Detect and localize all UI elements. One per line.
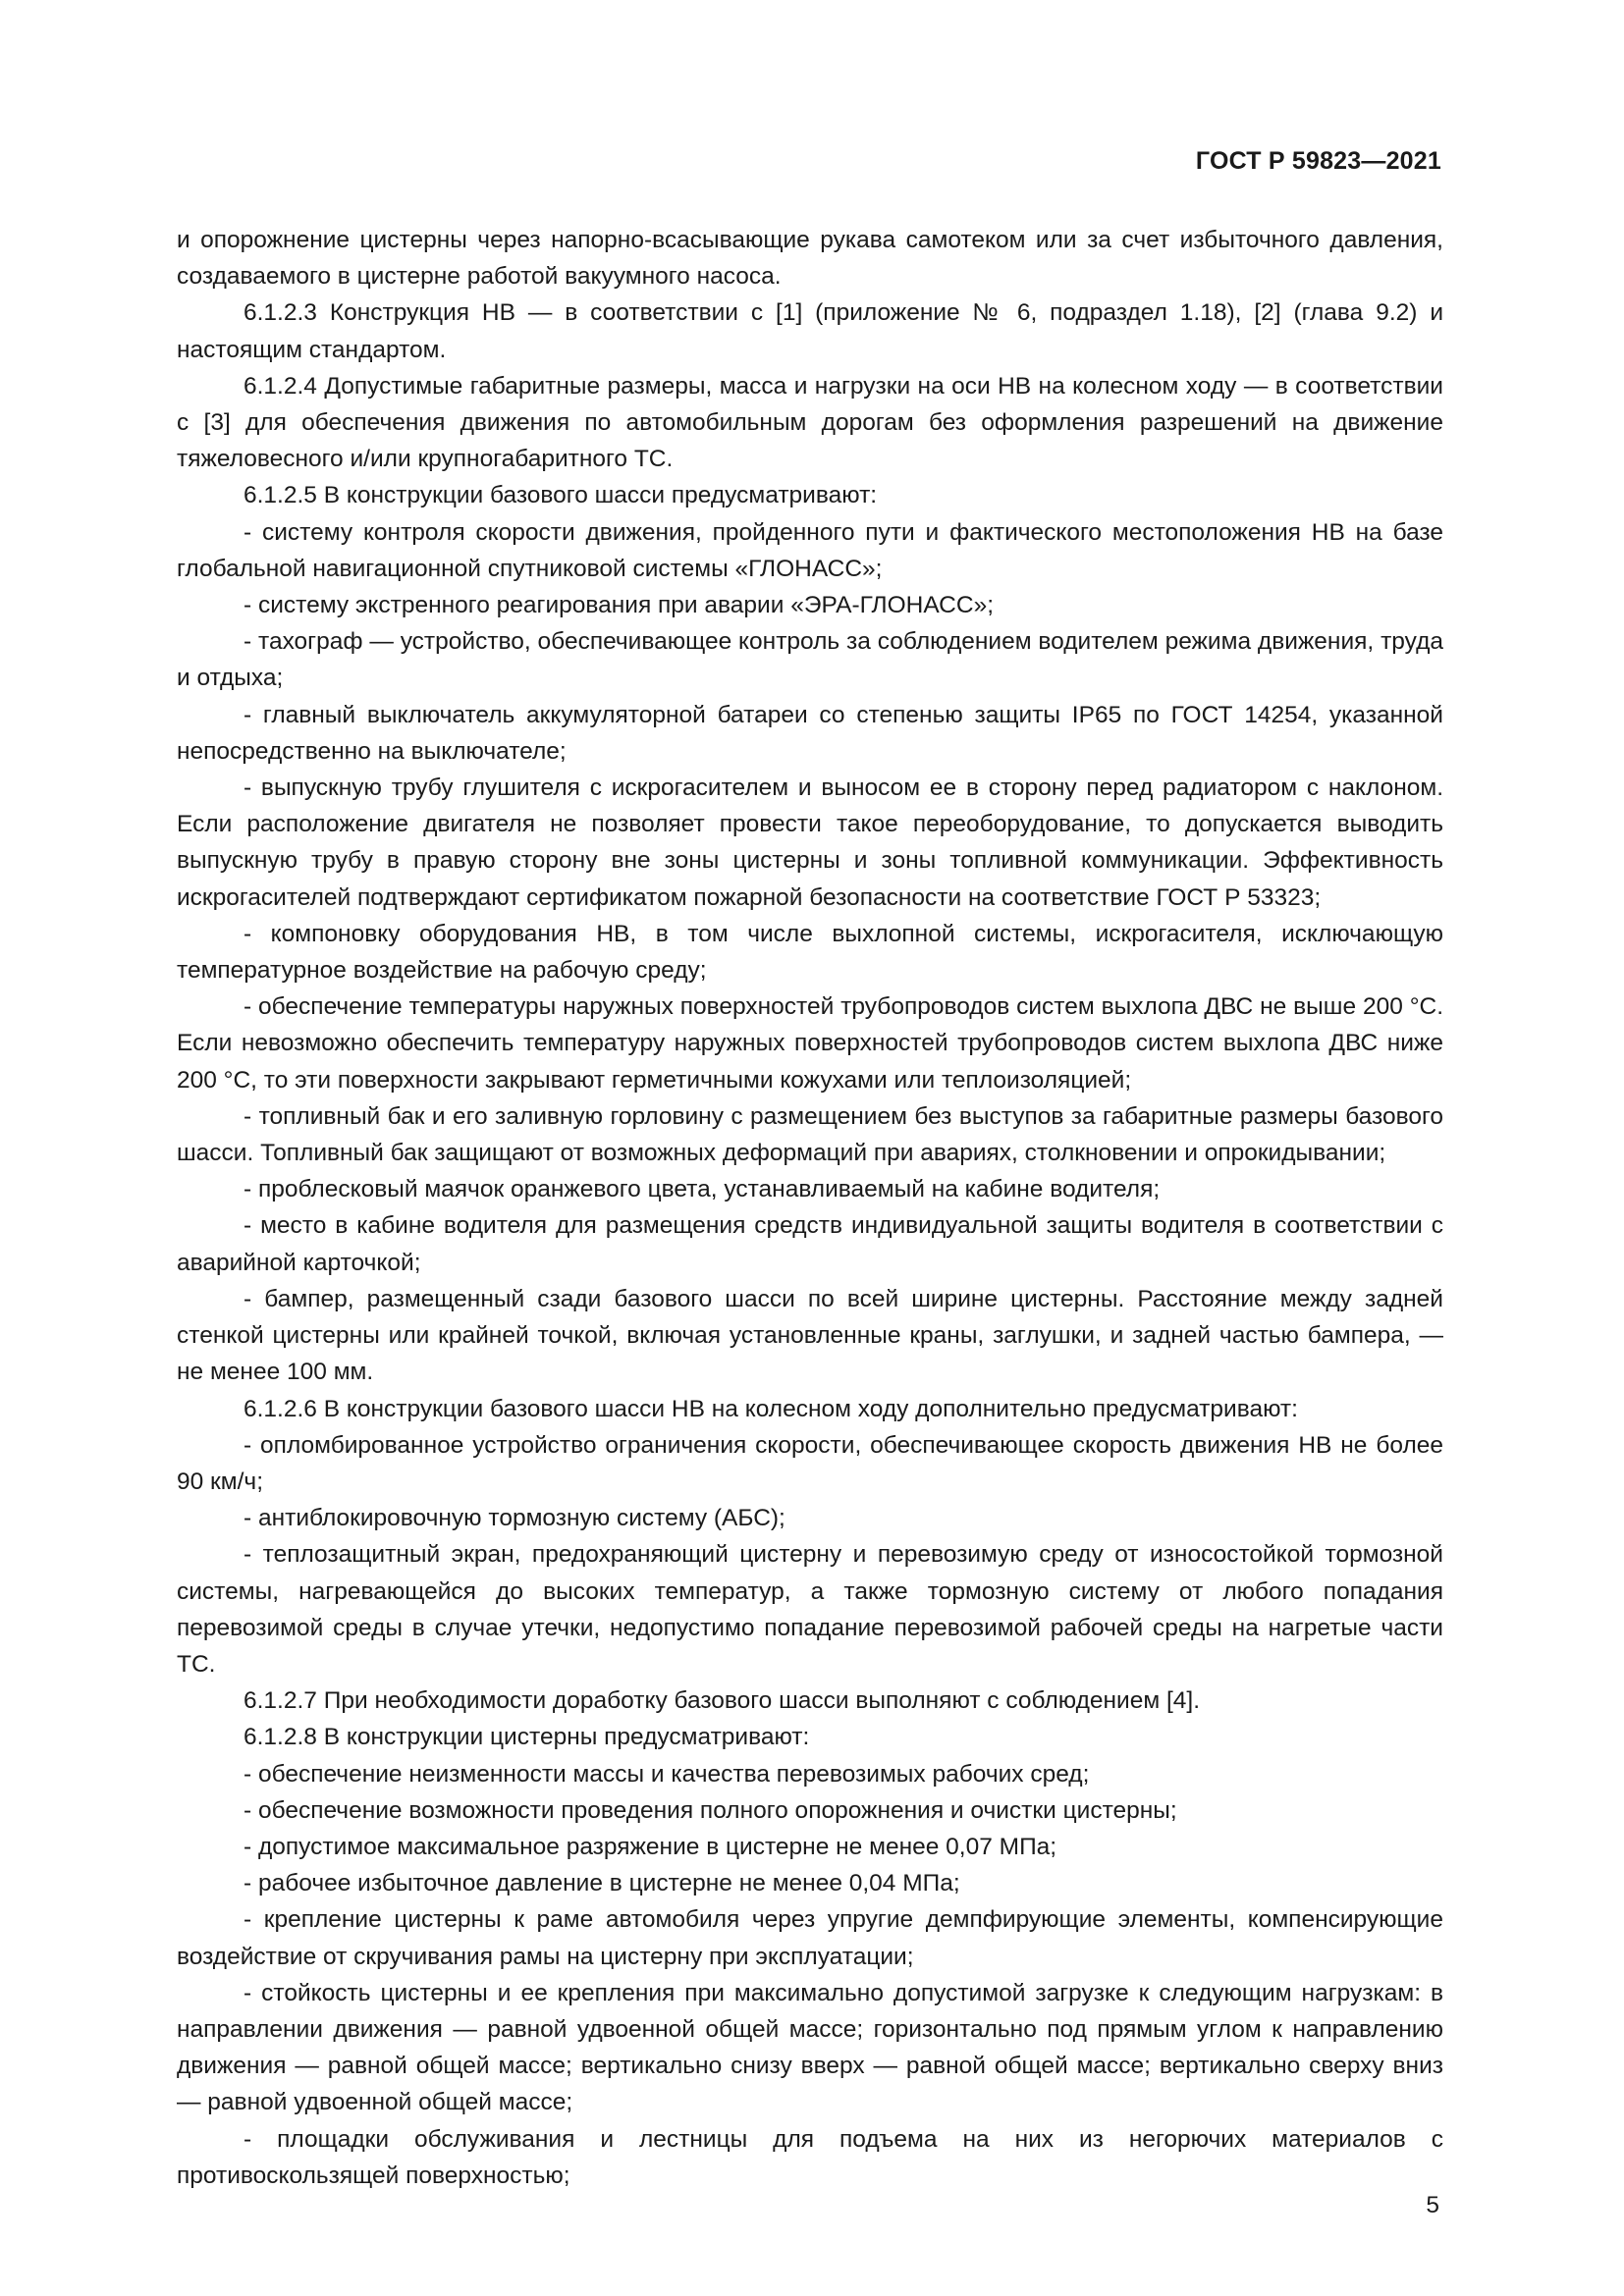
list-item: - обеспечение неизменности массы и качества перевозимых рабочих сред; — [244, 1760, 1090, 1788]
page-number: 5 — [1426, 2192, 1439, 2218]
paragraph: 6.1.2.6 В конструкции базового шасси НВ на колесном ходу дополнительно предусматривают: — [244, 1395, 1298, 1422]
list-item: - допустимое максимальное разряжение в цистерне не менее 0,07 МПа; — [244, 1833, 1057, 1860]
paragraph: 6.1.2.7 При необходимости доработку базового шасси выполняют с соблюдением [4]. — [244, 1687, 1201, 1715]
list-item: - место в кабине водителя для размещения средств индивидуальной защиты водителя в соответствии с аварийной карточкой; — [177, 1212, 1443, 1276]
document-body — [177, 222, 1443, 2194]
list-item: - главный выключатель аккумуляторной батареи со степенью защиты IP65 по ГОСТ 14254, указанной непосредственно на выключателе; — [177, 701, 1443, 765]
paragraph: 6.1.2.4 Допустимые габаритные размеры, масса и нагрузки на оси НВ на колесном ходу — в соответствии с [3] для обеспечения движения по автомобильным дорогам без оформления разрешений на движение тяжеловесного и/или крупногабаритного ТС. — [177, 372, 1443, 473]
list-item: - систему экстренного реагирования при аварии «ЭРА-ГЛОНАСС»; — [244, 592, 994, 619]
list-item: - бампер, размещенный сзади базового шасси по всей ширине цистерны. Расстояние между задней стенкой цистерны или крайней точкой, включая установленные краны, заглушки, и задней частью бампера, — не менее 100 мм. — [177, 1285, 1443, 1386]
list-item: - компоновку оборудования НВ, в том числе выхлопной системы, искрогасителя, исключающую температурное воздействие на рабочую среду; — [177, 920, 1443, 985]
paragraph: 6.1.2.3 Конструкция НВ — в соответствии с [1] (приложение № 6, подраздел 1.18), [2] (глава 9.2) и настоящим стандартом. — [177, 299, 1443, 363]
list-item: - обеспечение температуры наружных поверхностей трубопроводов систем выхлопа ДВС не выше 200 °С. Если невозможно обеспечить температуру наружных поверхностей трубопроводов систем выхлопа ДВС ниже 200 °С, то эти поверхности закрывают герметичными кожухами или теплоизоляцией; — [177, 993, 1443, 1094]
paragraph: 6.1.2.8 В конструкции цистерны предусматривают: — [244, 1724, 810, 1751]
list-item: - теплозащитный экран, предохраняющий цистерну и перевозимую среду от износостойкой тормозной системы, нагревающейся до высоких температур, а также тормозную систему от любого попадания перевозимой среды в случае утечки, недопустимо попадание перевозимой рабочей среды на нагретые части ТС. — [177, 1541, 1443, 1678]
list-item: - рабочее избыточное давление в цистерне не менее 0,04 МПа; — [244, 1870, 960, 1897]
list-item: - антиблокировочную тормозную систему (АБС); — [244, 1505, 785, 1532]
list-item: - крепление цистерны к раме автомобиля через упругие демпфирующие элементы, компенсирующие воздействие от скручивания рамы на цистерну при эксплуатации; — [177, 1906, 1443, 1970]
list-item: - площадки обслуживания и лестницы для подъема на них из негорючих материалов с противоскользящей поверхностью; — [177, 2125, 1443, 2189]
list-item: - тахограф — устройство, обеспечивающее контроль за соблюдением водителем режима движения, труда и отдыха; — [177, 628, 1443, 692]
list-item: - топливный бак и его заливную горловину с размещением без выступов за габаритные размеры базового шасси. Топливный бак защищают от возможных деформаций при авариях, столкновении и опрокидывании; — [177, 1102, 1443, 1167]
list-item: - систему контроля скорости движения, пройденного пути и фактического местоположения НВ на базе глобальной навигационной спутниковой системы «ГЛОНАСС»; — [177, 518, 1443, 582]
list-item: - проблесковый маячок оранжевого цвета, устанавливаемый на кабине водителя; — [244, 1176, 1161, 1203]
list-item: - обеспечение возможности проведения полного опорожнения и очистки цистерны; — [244, 1796, 1177, 1824]
list-item: - стойкость цистерны и ее крепления при максимально допустимой загрузке к следующим нагрузкам: в направлении движения — равной удвоенной общей массе; горизонтально под прямым углом к направлению движения — равной общей массе; вертикально снизу вверх — равной общей массе; вертикально сверху вниз — равной удвоенной общей массе; — [177, 1979, 1443, 2116]
paragraph: и опорожнение цистерны через напорно-всасывающие рукава самотеком или за счет избыточного давления, создаваемого в цистерне работой вакуумного насоса. — [177, 227, 1443, 291]
paragraph: 6.1.2.5 В конструкции базового шасси предусматривают: — [244, 482, 878, 509]
standard-designation: ГОСТ Р 59823—2021 — [1195, 147, 1441, 175]
list-item: - опломбированное устройство ограничения скорости, обеспечивающее скорость движения НВ не более 90 км/ч; — [177, 1431, 1443, 1495]
list-item: - выпускную трубу глушителя с искрогасителем и выносом ее в сторону перед радиатором с наклоном. Если расположение двигателя не позволяет провести такое переоборудование, то допускается выводить выпускную трубу в правую сторону вне зоны цистерны и зоны топливной коммуникации. Эффективность искрогасителей подтверждают сертификатом пожарной безопасности на соответствие ГОСТ Р 53323; — [177, 774, 1443, 911]
